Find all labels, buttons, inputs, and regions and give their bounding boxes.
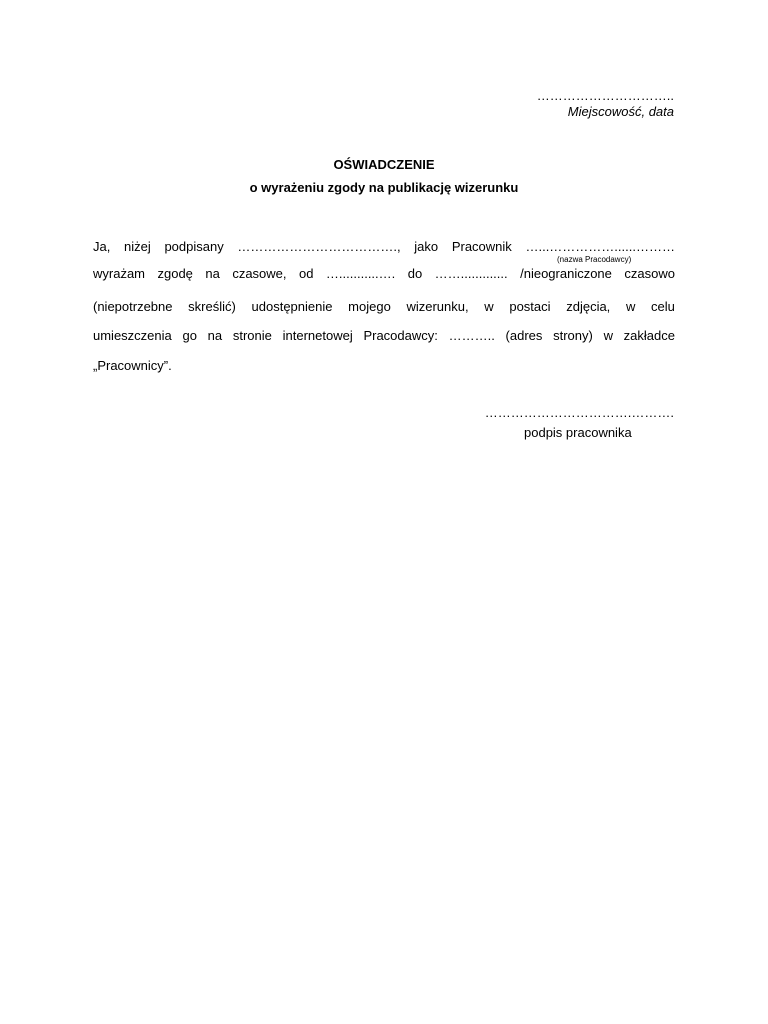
word: w <box>484 299 494 314</box>
word: Pracodawcy: <box>363 328 438 343</box>
word: (niepotrzebne <box>93 299 173 314</box>
word: podpisany <box>164 239 224 254</box>
word: strony) <box>553 328 593 343</box>
word: do <box>407 266 423 281</box>
word: jako <box>414 239 439 254</box>
place-date-label: Miejscowość, data <box>567 104 674 119</box>
name-blank: ………………………………., <box>237 239 401 254</box>
word: zgodę <box>157 266 193 281</box>
employer-blank: …...……………......……… <box>525 239 675 254</box>
word: w <box>603 328 613 343</box>
word: wizerunku, <box>406 299 469 314</box>
body-line-2 <box>93 266 675 281</box>
date-from-blank: …...........…. <box>325 266 396 281</box>
word: umieszczenia <box>93 328 172 343</box>
word: celu <box>651 299 675 314</box>
body-line-3 <box>93 299 675 314</box>
signature-label: podpis pracownika <box>524 425 632 440</box>
word: stronie <box>232 328 272 343</box>
word: mojego <box>348 299 391 314</box>
body-line-1 <box>93 239 675 254</box>
word: internetowej <box>282 328 353 343</box>
body-line-5: „Pracownicy”. <box>93 358 172 373</box>
signature-dots: …………………………….………. <box>484 405 674 420</box>
url-blank: ……….. <box>448 328 495 343</box>
date-to-blank: ……............. <box>434 266 508 281</box>
body-line-4 <box>93 328 675 343</box>
word: go <box>182 328 197 343</box>
document-title: OŚWIADCZENIE <box>333 157 435 172</box>
word: zakładce <box>623 328 675 343</box>
word: czasowo <box>624 266 675 281</box>
place-date-dots: ………………………….. <box>536 88 674 103</box>
word: od <box>298 266 314 281</box>
word: w <box>625 299 636 314</box>
word: czasowe, <box>232 266 287 281</box>
word: (adres <box>505 328 543 343</box>
word: wyrażam <box>93 266 146 281</box>
word: postaci <box>509 299 551 314</box>
word: niżej <box>124 239 151 254</box>
word: /nieograniczone <box>520 266 612 281</box>
word: zdjęcia, <box>566 299 611 314</box>
word: udostępnienie <box>251 299 333 314</box>
word: skreślić) <box>188 299 236 314</box>
word: Ja, <box>93 239 111 254</box>
employer-hint: (nazwa Pracodawcy) <box>557 255 632 264</box>
word: na <box>205 266 220 281</box>
word: na <box>207 328 223 343</box>
word: Pracownik <box>451 239 512 254</box>
document-subtitle: o wyrażeniu zgody na publikację wizerunku <box>249 180 519 195</box>
